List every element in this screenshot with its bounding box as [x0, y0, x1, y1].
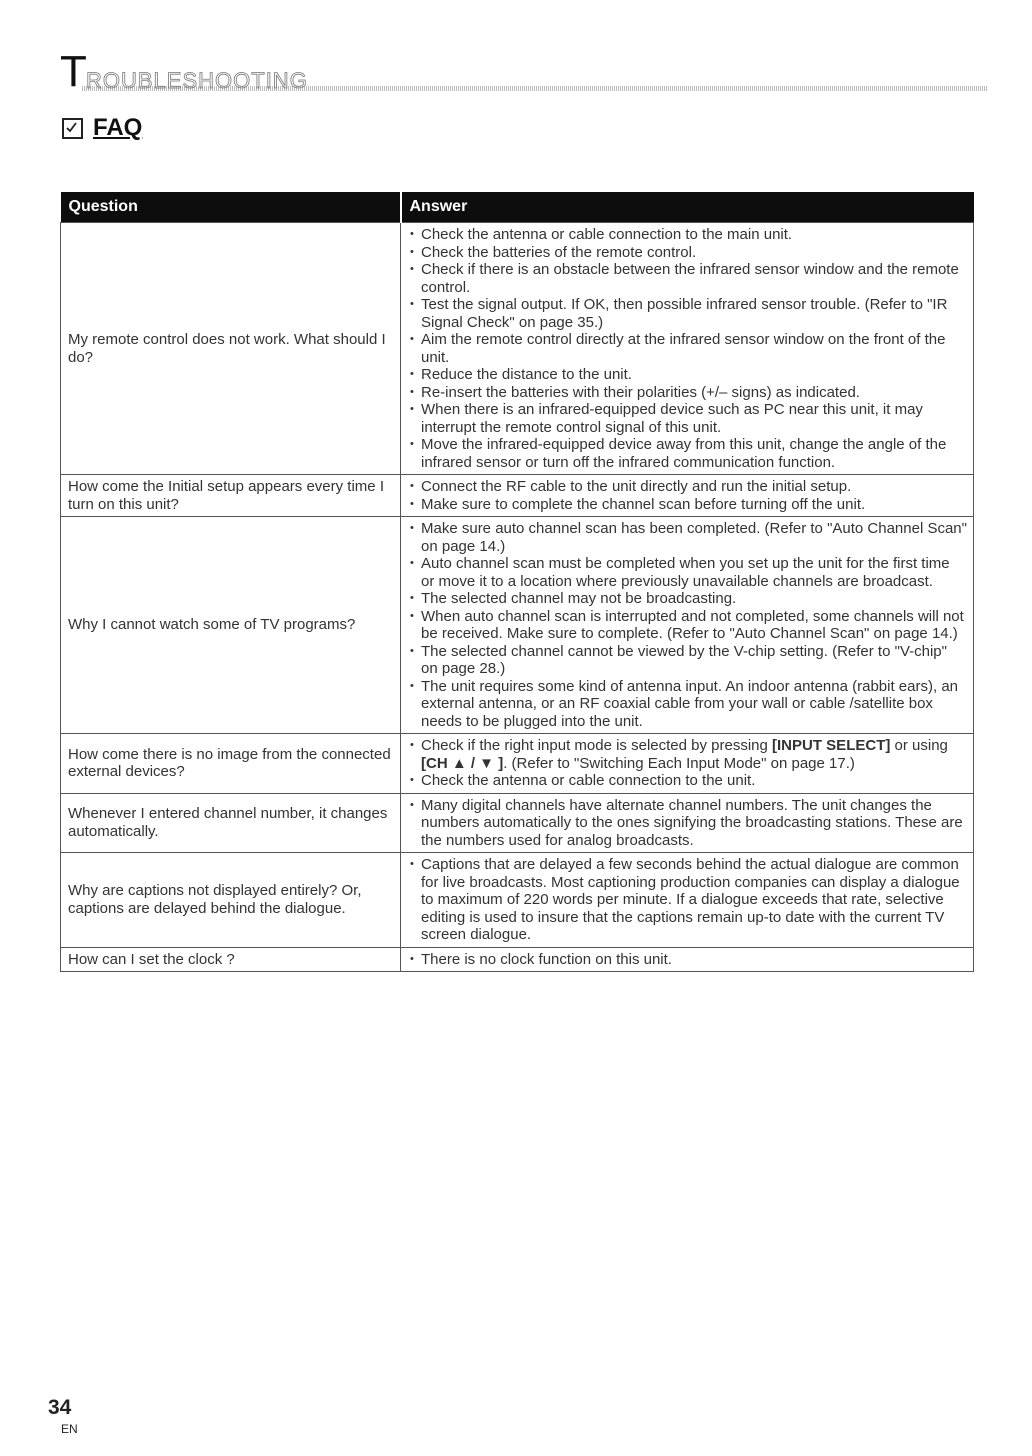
table-row: [61, 947, 974, 972]
answer-item: • Connect the RF cable to the unit directly and run the initial setup.: [409, 478, 967, 496]
button-ref-input-select: [INPUT SELECT]: [772, 737, 891, 754]
page-footer: [40, 1396, 120, 1444]
header-title: ROUBLESHOOTING: [86, 68, 308, 93]
answer-item: • Move the infrared-equipped device away from this unit, change the angle of the infrared sensor or turn off the infrared communication function.: [409, 436, 967, 471]
answer-text: . (Refer to "Switching Each Input Mode" on page 17.): [503, 754, 855, 772]
table-row: [61, 853, 974, 948]
answer-item: • Re-insert the batteries with their polarities (+/– signs) as indicated.: [409, 384, 967, 402]
answer-text: or using: [890, 737, 948, 754]
answer-item: • Check if there is an obstacle between the infrared sensor window and the remote control.: [409, 261, 967, 296]
question-cell: Why are captions not displayed entirely? Or, captions are delayed behind the dialogue.: [61, 853, 401, 948]
page-number: 34: [48, 1396, 72, 1419]
section-title: [62, 113, 142, 143]
header-initial: T: [60, 47, 87, 96]
answer-text: Check if the right input mode is selected by pressing: [421, 737, 773, 754]
answer-item: • Auto channel scan must be completed when you set up the unit for the first time or move it to a location where previously unavailable channels are broadcast.: [409, 555, 967, 590]
column-header-question: Question: [61, 192, 401, 223]
answer-item: • Make sure auto channel scan has been completed. (Refer to "Auto Channel Scan" on page 14.): [409, 520, 967, 555]
answer-item: • The selected channel cannot be viewed by the V-chip setting. (Refer to "V-chip" on page 28.): [409, 643, 967, 678]
column-header-answer: Answer: [401, 192, 974, 223]
answer-item: • The unit requires some kind of antenna input. An indoor antenna (rabbit ears), an external antenna, or an RF coaxial cable from your wall or cable /satellite box needs to be plugged into the unit.: [409, 678, 967, 731]
answer-item: • Reduce the distance to the unit.: [409, 366, 967, 384]
answer-cell: [401, 793, 974, 853]
answer-cell: [401, 734, 974, 794]
question-cell: How come there is no image from the connected external devices?: [61, 734, 401, 794]
answer-item: • Make sure to complete the channel scan before turning off the unit.: [409, 496, 967, 514]
answer-item: • There is no clock function on this unit.: [409, 951, 967, 969]
answer-item: • Captions that are delayed a few seconds behind the actual dialogue are common for live broadcasts. Most captioning production companies can display a dialogue to maximum of 220 words per minute. If a dialogue exceeds that rate, selective editing is used to insure that the captions remain up-to date with the current TV screen dialogue.: [409, 856, 967, 944]
table-row: [61, 475, 974, 517]
answer-item: • Check the batteries of the remote control.: [409, 244, 967, 262]
table-row: [61, 223, 974, 475]
answer-cell: [401, 517, 974, 734]
answer-cell: [401, 223, 974, 475]
checkbox-icon: [62, 118, 83, 139]
answer-item: • When auto channel scan is interrupted and not completed, some channels will not be received. Make sure to complete. (Refer to "Auto Channel Scan" on page 14.): [409, 608, 967, 643]
answer-item: • Check the antenna or cable connection to the unit.: [409, 772, 967, 790]
answer-item: • The selected channel may not be broadcasting.: [409, 590, 967, 608]
answer-cell: [401, 475, 974, 517]
answer-item: [409, 737, 967, 772]
answer-cell: [401, 853, 974, 948]
answer-item: • Aim the remote control directly at the infrared sensor window on the front of the unit.: [409, 331, 967, 366]
answer-item: • Check the antenna or cable connection to the main unit.: [409, 226, 967, 244]
question-cell: Why I cannot watch some of TV programs?: [61, 517, 401, 734]
answer-item: • Many digital channels have alternate channel numbers. The unit changes the numbers automatically to the ones signifying the broadcasting stations. These are the numbers used for analog broadcasts.: [409, 797, 967, 850]
table-row: [61, 793, 974, 853]
question-cell: Whenever I entered channel number, it changes automatically.: [61, 793, 401, 853]
answer-item: • When there is an infrared-equipped device such as PC near this unit, it may interrupt the remote control signal of this unit.: [409, 401, 967, 436]
section-title-text: FAQ: [93, 114, 143, 141]
table-row: [61, 517, 974, 734]
answer-cell: [401, 947, 974, 972]
language-label: EN: [61, 1422, 78, 1436]
page-header: [60, 47, 980, 96]
question-cell: How come the Initial setup appears every time I turn on this unit?: [61, 475, 401, 517]
faq-table: [60, 192, 974, 972]
answer-item: • Test the signal output. If OK, then possible infrared sensor trouble. (Refer to "IR Signal Check" on page 35.): [409, 296, 967, 331]
question-cell: How can I set the clock ?: [61, 947, 401, 972]
table-row: [61, 734, 974, 794]
question-cell: My remote control does not work. What should I do?: [61, 223, 401, 475]
table-header-row: [61, 192, 974, 223]
button-ref-ch: [CH ▲ / ▼ ]: [421, 754, 504, 772]
